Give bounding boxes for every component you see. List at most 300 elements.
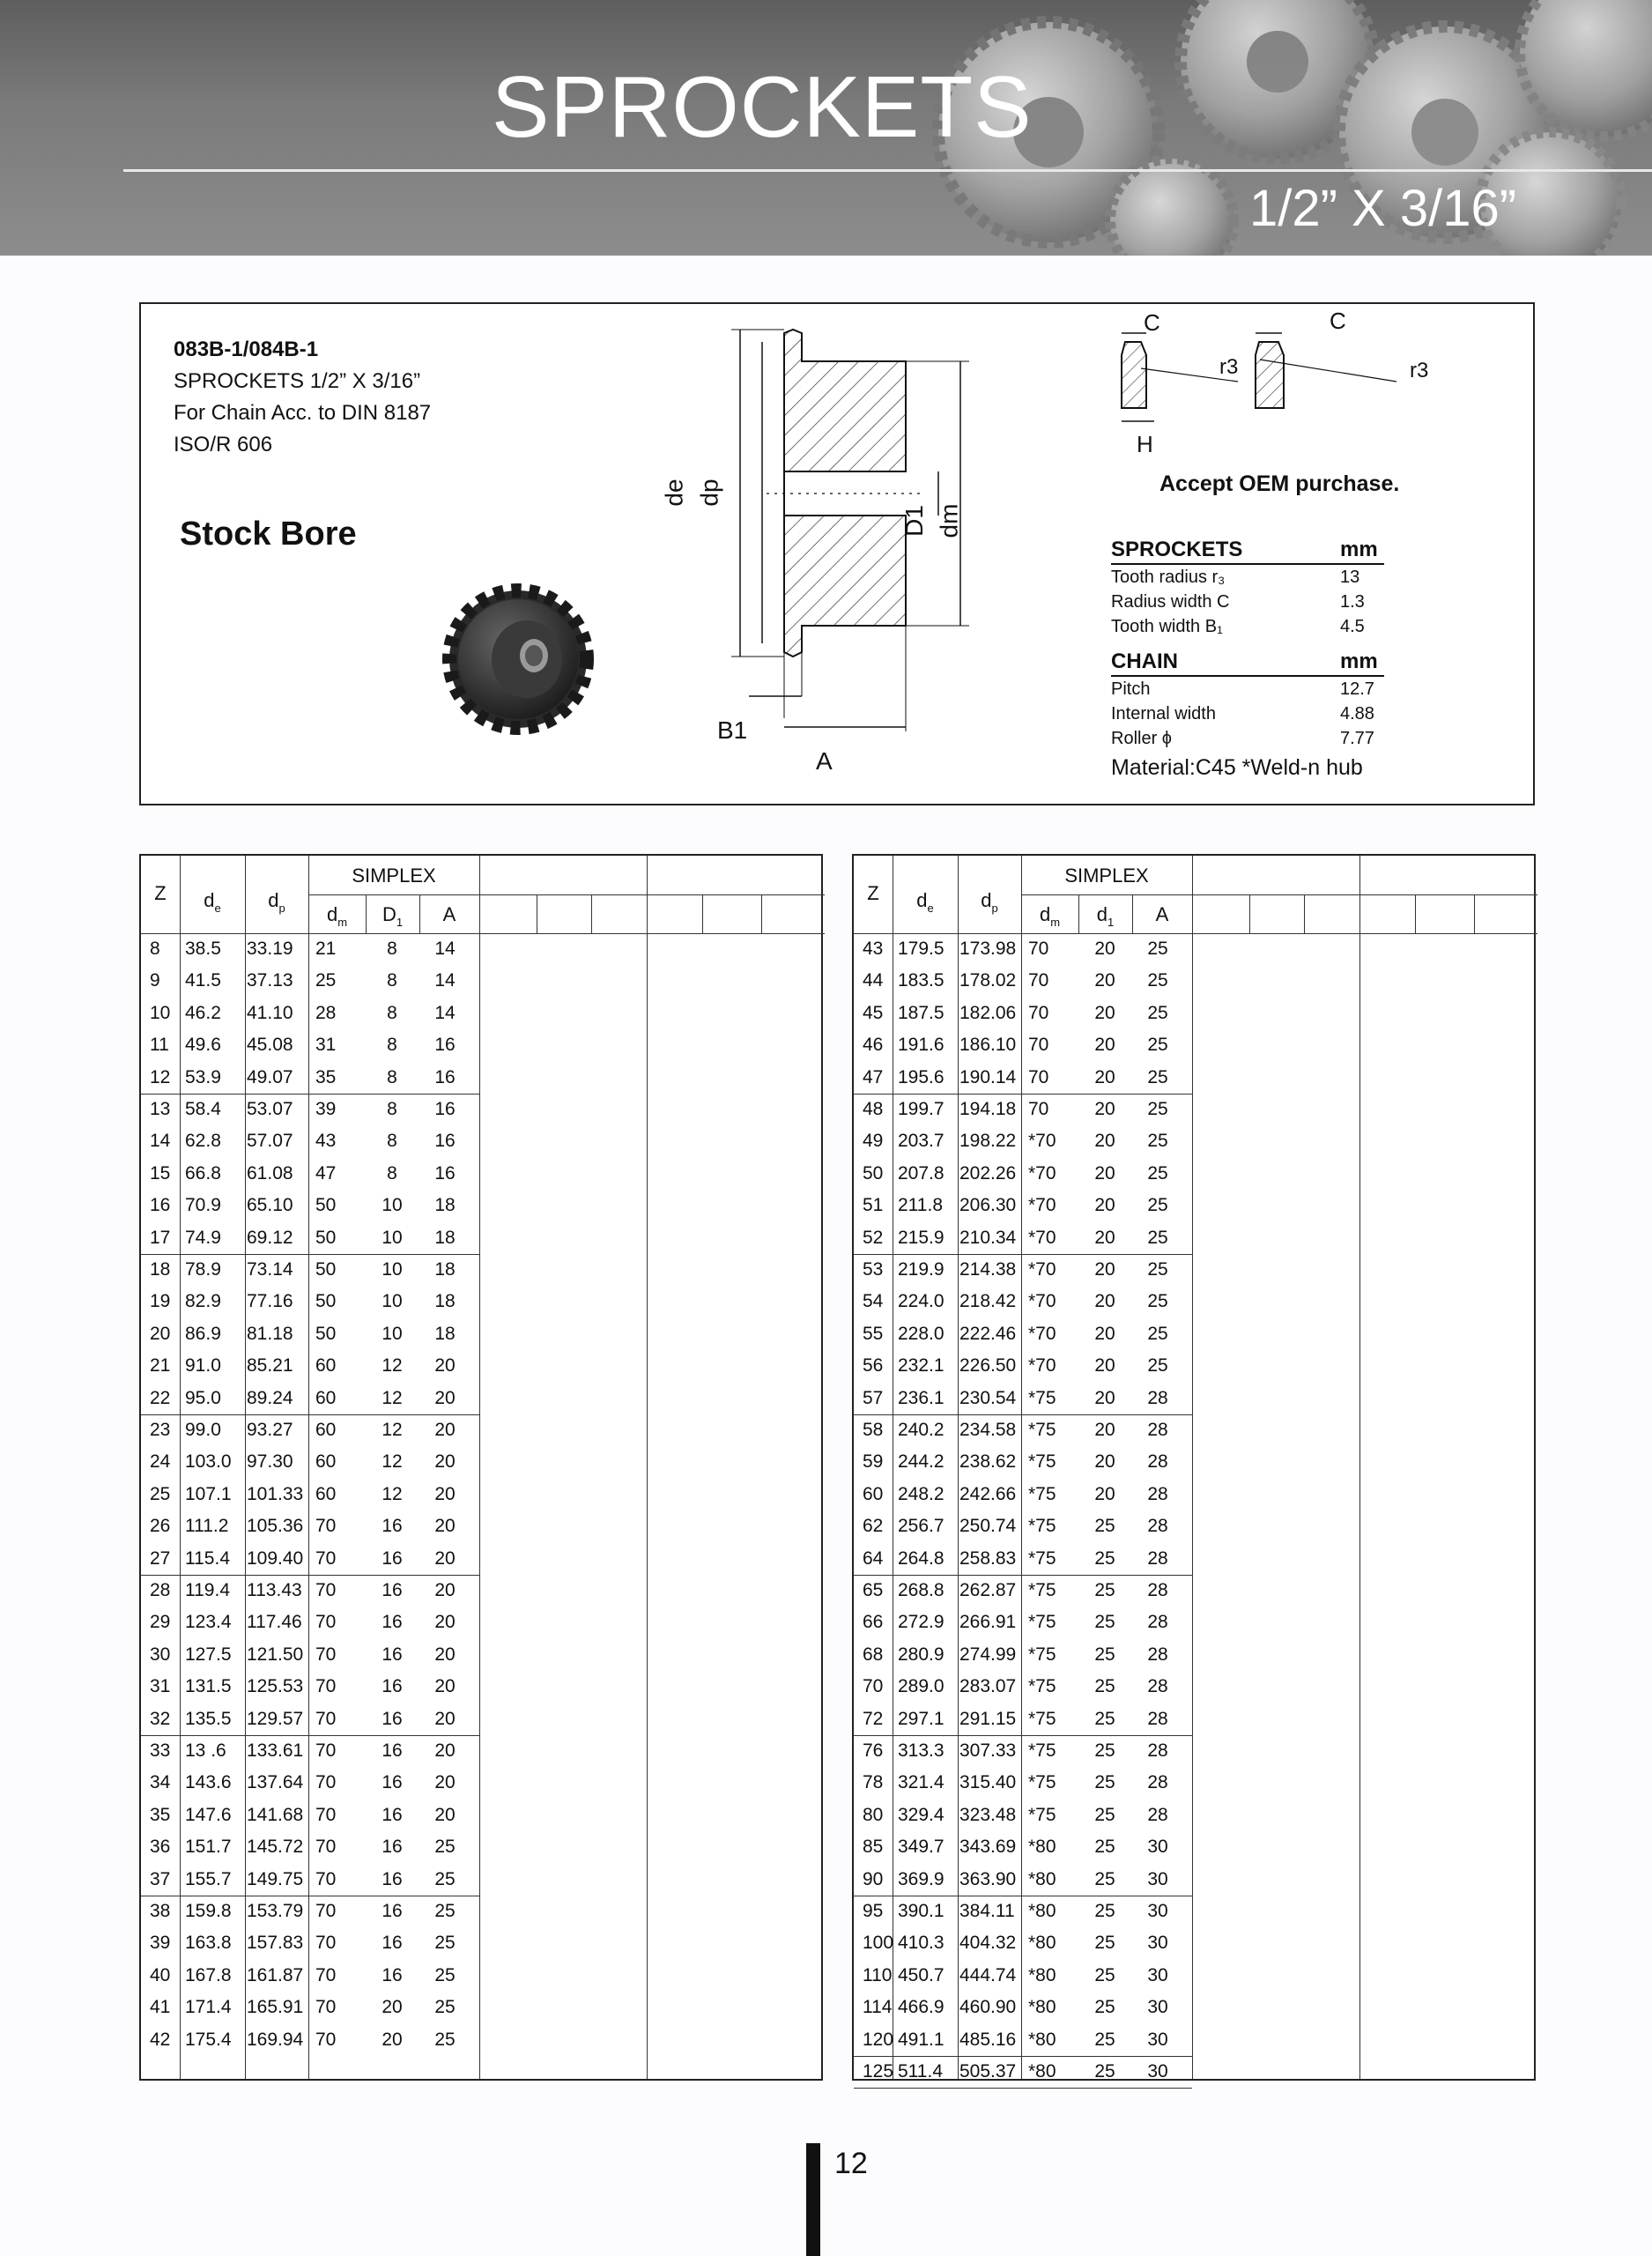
cell-dp: 202.26 [959,1162,1017,1184]
table-row [141,1639,825,1671]
cell-z: 65 [863,1580,884,1600]
cell-dm: 70 [315,1516,337,1537]
cell-d1: 10 [382,1323,403,1344]
table-row [141,1254,825,1286]
cell-de: 82.9 [185,1291,221,1312]
table-row [141,1383,825,1414]
cell-dm: 31 [315,1035,337,1056]
cell-dm: 21 [315,939,337,959]
table-row [141,998,825,1029]
cell-dp: 153.79 [247,1901,304,1921]
cell-dm: 50 [315,1323,337,1344]
cell-a: 30 [1147,1933,1168,1954]
cell-d1: 25 [1094,1772,1115,1793]
cell-d1: 25 [1094,1612,1115,1633]
cell-dm: 43 [315,1131,337,1152]
table-row [854,1383,1537,1414]
cell-a: 16 [434,1131,456,1152]
sprocket-specs-header [1111,538,1384,565]
cell-a: 18 [434,1227,456,1248]
cell-a: 30 [1147,1868,1168,1889]
cell-z: 48 [863,1099,884,1119]
cell-de: 111.2 [185,1516,229,1537]
cell-dm: *75 [1028,1804,1056,1825]
cell-de: 240.2 [898,1420,945,1440]
header-de-subscript: e [214,902,221,915]
cell-dp: 178.02 [959,970,1017,991]
cell-dp: 97.30 [247,1451,293,1473]
cell-d1: 12 [382,1387,403,1408]
row-divider [1021,894,1537,895]
cell-a: 30 [1147,1901,1168,1921]
label-r3-left: r3 [1219,355,1239,379]
table-row [854,1703,1537,1735]
cell-d1: 16 [382,1580,403,1600]
cell-dm: 50 [315,1291,337,1312]
table-row [854,2056,1537,2088]
cell-d1: 20 [1094,1195,1115,1216]
cell-de: 127.5 [185,1644,232,1665]
cell-z: 45 [863,1002,884,1023]
cell-z: 62 [863,1516,884,1537]
label-de: de [660,479,688,507]
spec-row [1111,701,1384,726]
cell-a: 25 [1147,1002,1168,1023]
cell-z: 49 [863,1131,884,1152]
column-divider [1249,894,1250,933]
cell-de: 13 .6 [185,1740,226,1761]
tooth-profile-diagram [1106,320,1423,452]
cell-d1: 25 [1094,2061,1115,2082]
cell-dm: 70 [1028,1035,1049,1056]
cell-d1: 25 [1094,1516,1115,1537]
cell-de: 390.1 [898,1901,945,1921]
cell-dp: 109.40 [247,1547,304,1569]
cell-d1: 12 [382,1483,403,1504]
cell-dm: *80 [1028,1837,1056,1858]
cell-de: 321.4 [898,1772,945,1793]
cell-de: 215.9 [898,1227,945,1248]
cell-dp: 33.19 [247,939,293,959]
cell-de: 155.7 [185,1868,232,1889]
cell-a: 25 [434,1997,456,2018]
cell-a: 28 [1147,1387,1168,1408]
cell-d1: 20 [1094,1291,1115,1312]
cell-dm: *80 [1028,1901,1056,1921]
cell-dm: 25 [315,970,337,991]
cell-de: 171.4 [185,1997,232,2018]
cell-dm: *70 [1028,1227,1056,1248]
cell-dm: 70 [315,2029,337,2050]
cell-dm: *70 [1028,1355,1056,1377]
header-d1: $D_1$ [382,903,404,929]
cell-z: 76 [863,1740,884,1761]
cell-de: 119.4 [185,1580,230,1600]
cell-de: 219.9 [898,1259,945,1280]
cell-de: 41.5 [185,970,221,991]
table-row [854,933,1537,965]
material-note: Material:C45 *Weld-n hub [1111,755,1363,780]
footer-bar [806,2143,820,2256]
cell-dm: *75 [1028,1740,1056,1761]
cell-z: 56 [863,1355,884,1377]
cell-a: 28 [1147,1644,1168,1665]
cell-dp: 125.53 [247,1676,304,1697]
sprocket-cross-section-diagram [634,326,1093,793]
cell-dp: 169.94 [247,2029,304,2050]
table-row [854,1286,1537,1317]
table-row [854,1158,1537,1190]
cell-dp: 250.74 [959,1516,1017,1537]
table-row [854,1671,1537,1703]
header-z: Z [154,882,167,904]
cell-de: 183.5 [898,970,945,991]
cell-a: 28 [1147,1772,1168,1793]
cell-a: 20 [434,1644,456,1665]
cell-dm: *75 [1028,1483,1056,1504]
cell-z: 27 [150,1547,171,1569]
label-b1: B1 [717,716,748,744]
cell-z: 85 [863,1837,884,1858]
cell-d1: 25 [1094,2029,1115,2050]
spec-label: Roller ϕ [1111,729,1172,748]
table-row [141,1575,825,1607]
cell-dm: 70 [1028,1002,1049,1023]
cell-dp: 157.83 [247,1933,304,1954]
column-divider [761,894,762,933]
cell-dp: 230.54 [959,1387,1017,1408]
cell-dm: *75 [1028,1516,1056,1537]
cell-de: 224.0 [898,1291,945,1312]
cell-dm: 70 [315,1772,337,1793]
cell-a: 25 [1147,1227,1168,1248]
cell-z: 17 [150,1227,171,1248]
cell-a: 25 [1147,1035,1168,1056]
cell-d1: 20 [382,2029,403,2050]
cell-a: 25 [1147,1323,1168,1344]
cell-a: 16 [434,1066,456,1087]
table-row [141,1992,825,2023]
cell-d1: 20 [1094,939,1115,959]
cell-a: 25 [1147,939,1168,959]
spec-row [1111,726,1384,751]
cell-dm: *70 [1028,1259,1056,1280]
cell-de: 159.8 [185,1901,232,1921]
cell-dp: 505.37 [959,2061,1017,2082]
table-row [854,1190,1537,1221]
spec-value: 4.88 [1340,704,1374,724]
cell-d1: 25 [1094,1964,1115,1985]
cell-z: 42 [150,2029,171,2050]
cell-dp: 315.40 [959,1772,1017,1793]
cell-de: 297.1 [898,1708,945,1729]
cell-de: 70.9 [185,1195,221,1216]
table-row [141,1446,825,1478]
table-row [854,1318,1537,1350]
cell-a: 25 [434,1868,456,1889]
cell-d1: 20 [1094,1099,1115,1119]
cell-a: 20 [434,1676,456,1697]
cell-z: 38 [150,1901,171,1921]
cell-z: 41 [150,1997,171,2018]
table-row [141,965,825,997]
cell-d1: 16 [382,1612,403,1633]
cell-dp: 49.07 [247,1066,293,1087]
table-row [141,1350,825,1382]
table-row [854,1927,1537,1959]
cell-a: 30 [1147,1837,1168,1858]
cell-de: 86.9 [185,1323,221,1344]
cell-a: 25 [1147,970,1168,991]
cell-de: 53.9 [185,1066,221,1087]
header-dm-subscript: m [1050,916,1061,929]
cell-z: 68 [863,1644,884,1665]
cell-d1: 10 [382,1195,403,1216]
cell-de: 329.4 [898,1804,945,1825]
cell-d1: 12 [382,1355,403,1377]
cell-z: 8 [150,939,160,959]
cell-a: 14 [434,939,456,959]
cell-dp: 145.72 [247,1837,304,1858]
label-h: H [1137,431,1153,457]
cell-de: 179.5 [898,939,945,959]
cell-d1: 20 [1094,1451,1115,1473]
header-d1-subscript: 1 [1108,916,1115,929]
cell-d1: 16 [382,1901,403,1921]
cell-dm: *80 [1028,1997,1056,2018]
cell-d1: 16 [382,1933,403,1954]
cell-a: 30 [1147,1997,1168,2018]
spec-label: Internal width [1111,704,1216,724]
cell-z: 44 [863,970,884,991]
cell-d1: 25 [1094,1997,1115,2018]
cell-dp: 343.69 [959,1837,1017,1858]
header-de: $d_e$ [204,889,221,915]
cell-dp: 85.21 [247,1355,293,1377]
cell-z: 90 [863,1868,884,1889]
cell-dp: 206.30 [959,1195,1017,1216]
cell-dm: *75 [1028,1420,1056,1440]
cell-de: 491.1 [898,2029,945,2050]
cell-z: 53 [863,1259,884,1280]
header-d1: $d_1$ [1096,903,1115,929]
cell-dp: 129.57 [247,1708,304,1729]
header-dp-subscript: p [991,902,998,915]
cell-d1: 20 [1094,1002,1115,1023]
cell-dm: 70 [1028,939,1049,959]
cell-a: 28 [1147,1708,1168,1729]
cell-d1: 20 [1094,1162,1115,1184]
cell-d1: 8 [387,1035,397,1056]
spec-row [1111,614,1384,639]
cell-d1: 16 [382,1837,403,1858]
cell-a: 20 [434,1708,456,1729]
cell-dm: *75 [1028,1387,1056,1408]
cell-de: 66.8 [185,1162,221,1184]
header-divider [123,169,1652,172]
cell-de: 74.9 [185,1227,221,1248]
cell-z: 10 [150,1002,171,1023]
page-header [0,0,1652,256]
label-d1: D1 [900,505,928,537]
label-r3-right: r3 [1410,359,1429,382]
table-row [141,1767,825,1799]
cell-z: 80 [863,1804,884,1825]
cell-a: 20 [434,1804,456,1825]
cell-d1: 8 [387,1099,397,1119]
cell-dp: 41.10 [247,1002,293,1023]
table-row [854,1350,1537,1382]
cell-dp: 45.08 [247,1035,293,1056]
cell-de: 135.5 [185,1708,232,1729]
header-dm: $d_m$ [326,903,348,929]
cell-dm: *75 [1028,1676,1056,1697]
chain-specs-unit: mm [1340,649,1378,673]
column-divider [591,894,592,933]
cell-z: 21 [150,1355,171,1377]
cell-de: 191.6 [898,1035,945,1056]
cell-d1: 16 [382,1772,403,1793]
cell-dm: 60 [315,1420,337,1440]
spec-value: 4.5 [1340,617,1365,636]
cell-de: 369.9 [898,1868,945,1889]
header-dm: $d_m$ [1039,903,1061,929]
cell-dp: 73.14 [247,1259,293,1280]
cell-dm: 70 [315,1933,337,1954]
header-dp: $d_p$ [981,889,998,915]
cell-z: 39 [150,1933,171,1954]
table-row [141,1318,825,1350]
cell-a: 25 [1147,1195,1168,1216]
cell-z: 59 [863,1451,884,1473]
cell-z: 26 [150,1516,171,1537]
cell-a: 20 [434,1516,456,1537]
cell-dm: 70 [315,1644,337,1665]
cell-d1: 25 [1094,1804,1115,1825]
cell-dm: 70 [315,1901,337,1921]
sprocket-table-left [139,854,823,2081]
cell-de: 62.8 [185,1131,221,1152]
cell-dp: 37.13 [247,970,293,991]
spec-row [1111,590,1384,614]
cell-z: 19 [150,1291,171,1312]
cell-dp: 81.18 [247,1323,293,1344]
label-a: A [816,747,833,775]
spec-row [1111,677,1384,701]
cell-dm: *80 [1028,1868,1056,1889]
cell-d1: 20 [1094,1355,1115,1377]
cell-dp: 214.38 [959,1259,1017,1280]
cell-de: 256.7 [898,1516,945,1537]
cell-a: 20 [434,1483,456,1504]
cell-a: 25 [1147,1355,1168,1377]
cell-dp: 384.11 [959,1901,1015,1921]
cell-de: 167.8 [185,1964,232,1985]
cell-a: 28 [1147,1612,1168,1633]
table-row [854,1896,1537,1927]
table-row [141,1414,825,1446]
cell-d1: 20 [1094,1227,1115,1248]
cell-a: 14 [434,970,456,991]
cell-a: 28 [1147,1483,1168,1504]
stock-bore-label: Stock Bore [180,516,357,553]
chain-standard: For Chain Acc. to DIN 8187 [174,401,432,425]
cell-d1: 8 [387,1066,397,1087]
cell-de: 349.7 [898,1837,945,1858]
cell-a: 28 [1147,1676,1168,1697]
page-number: 12 [834,2147,868,2180]
label-c-left: C [1144,309,1160,336]
cell-dp: 198.22 [959,1131,1017,1152]
header-simplex: SIMPLEX [1064,865,1149,887]
cell-dm: *75 [1028,1580,1056,1600]
table-row [854,1575,1537,1607]
cell-dp: 291.15 [959,1708,1017,1729]
cell-z: 46 [863,1035,884,1056]
cell-de: 199.7 [898,1099,945,1119]
cell-de: 147.6 [185,1804,232,1825]
cell-dm: *75 [1028,1644,1056,1665]
cell-z: 35 [150,1804,171,1825]
table-row [854,1479,1537,1510]
cell-dm: *70 [1028,1162,1056,1184]
cell-dp: 121.50 [247,1644,304,1665]
cell-de: 211.8 [898,1195,943,1216]
spec-row [1111,565,1384,590]
cell-z: 54 [863,1291,884,1312]
cell-de: 313.3 [898,1740,945,1761]
cell-d1: 12 [382,1420,403,1440]
cell-dp: 444.74 [959,1964,1017,1985]
cell-dm: 70 [315,1837,337,1858]
cell-z: 51 [863,1195,884,1216]
cell-d1: 20 [1094,1259,1115,1280]
cell-dp: 307.33 [959,1740,1017,1761]
header-a: A [1155,903,1169,925]
table-row [854,1510,1537,1542]
cell-z: 120 [863,2029,894,2050]
cell-dm: 60 [315,1451,337,1473]
table-row [854,1735,1537,1767]
cell-dm: 70 [315,1708,337,1729]
cell-dp: 105.36 [247,1516,304,1537]
cell-dp: 101.33 [247,1483,304,1504]
cell-dm: 47 [315,1162,337,1184]
cell-d1: 8 [387,970,397,991]
spec-value: 7.77 [1340,729,1374,748]
table-row [141,933,825,965]
cell-z: 9 [150,970,160,991]
cell-z: 22 [150,1387,171,1408]
cell-d1: 25 [1094,1547,1115,1569]
cell-de: 280.9 [898,1644,945,1665]
cell-d1: 16 [382,1868,403,1889]
table-row [854,1960,1537,1992]
cell-de: 38.5 [185,939,221,959]
oem-note: Accept OEM purchase. [1159,471,1400,496]
cell-dp: 218.42 [959,1291,1017,1312]
cell-dp: 485.16 [959,2029,1017,2050]
cell-z: 28 [150,1580,171,1600]
cell-dp: 242.66 [959,1483,1017,1504]
cell-de: 410.3 [898,1933,945,1954]
cell-dp: 186.10 [959,1035,1017,1056]
cell-z: 25 [150,1483,171,1504]
cell-z: 52 [863,1227,884,1248]
header-a: A [442,903,456,925]
cell-z: 40 [150,1964,171,1985]
cell-a: 25 [434,1901,456,1921]
